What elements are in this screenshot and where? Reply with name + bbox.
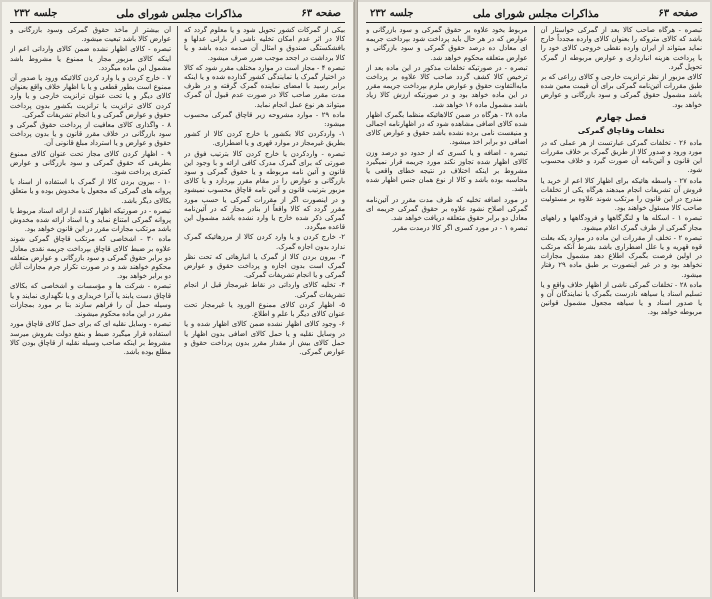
left-page-columns xyxy=(10,26,345,592)
paragraph: ۱- واردکردن کالا بکشور یا خارج کردن کالا از کشور بطریق غیرمجاز در موارد قهری و یا اضطراری. xyxy=(184,130,345,148)
paragraph: ۵- اظهار کردن کالای ممنوع الورود یا غیرمجاز تحت عنوان کالای دیگر با علم و اطلاع. xyxy=(184,300,345,319)
right-page-right-column xyxy=(541,26,703,592)
paragraph: تبصره - هرگاه صاحب کالا بعد از گمرکی خواستار آن باشد که کالای متروکه را بعنوان کالای وارده مجدداً خارج نماید میتواند از ایران وارده نقطی خروجی کالای خود را با پرداخت هزینه انبارداری و عوارض مربوطه از گمرک تحویل گیرد. xyxy=(540,26,702,71)
article: ماده ۲۸ - تخلفات گمرکی ناشی از اظهار خلاف واقع و یا تسلیم اسناد یا سیاهه نادرست بگمرک یا نمایندگان آن و یا صدور اسناد و یا سیاهه مجعول مشمول قوانین مربوطه خواهد بود. xyxy=(540,280,702,317)
right-header-page-number: صفحه ۶۳ xyxy=(658,8,698,19)
right-running-head xyxy=(366,6,702,23)
column-divider xyxy=(177,26,178,592)
paragraph: کالای مزبور از نظر ترانزیت خارجی و کالای زراعی که بر طبق مقررات آئین‌نامه گمرکی برای آن قیمت معین شده باشد مشمول حقوق گمرکی و سود بازرگانی و عوارض خواهد بود. xyxy=(540,73,702,109)
paragraph: تبصره ۲ - تخلف از مقررات این ماده در موارد یکه بعلت قوه قهریه و یا علل اضطراری باشد بشرط آنکه مرتکب در اولین فرصت بگمرک اطلاع دهد مشمول مجازات نخواهد بود و در غیر اینصورت بر طبق ماده ۲۹ رفتار میشود. xyxy=(540,233,702,279)
left-page-left-column xyxy=(10,26,171,592)
column-divider xyxy=(534,26,535,592)
paragraph: تبصره - در صورتیکه اظهار کننده از ارائه اسناد مربوط یا پروانه گمرکی امتناع نماید و یا اسناد ارائه شده مخدوش باشد مرتکب مجازات مقرر در این قانون خواهد بود. xyxy=(10,206,171,234)
article: ماده ۲۶ - تخلفات گمرکی عبارتست از هر عملی که در مورد ورود و صدور کالا از طریق گمرک بر خلاف مقررات این قانون و آئین‌نامه آن صورت گیرد و خلاف محسوب شود. xyxy=(540,138,702,175)
paragraph: بیکی از گمرکات کشور تحویل شود و یا معلوم گردد که کالا در اثر عدم امکان تخلیه ناشی از بارانی عدلها و بافشکستگی صندوق و امثال آن صدمه دیده باشد و یا کالا برداشت در اجحد موجب ضرر صرف میشود. xyxy=(184,26,345,62)
article: ماده ۳۰ - اشخاصی که مرتکب قاچاق گمرکی شوند علاوه بر ضبط کالای قاچاق بپرداخت جریمه نقدی معادل دو برابر حقوق گمرکی و سود بازرگانی و عوارض متعلقه محکوم خواهند شد و در صورت تکرار جرم مجازات آنان دو برابر خواهد بود. xyxy=(10,235,171,281)
right-header-title: مذاکرات مجلس شورای ملی xyxy=(472,8,599,20)
left-page-right-column xyxy=(184,26,345,592)
paragraph: تبصره - وسایل نقلیه ای که برای حمل کالای قاچاق مورد استفاده قرار میگیرد ضبط و بنفع دولت بفروش میرسد مشروط بر اینکه صاحب وسیله نقلیه از قاچاق بودن کالا مطلع بوده باشد. xyxy=(10,320,171,356)
paragraph: ۸ - واگذاری کالای معافیت از پرداخت حقوق گمرکی و سود بازرگانی در خلاف مقرر قانون و یا بدون پرداخت حقوق و عوارض و یا استرداد مبلغ قانونی آن. xyxy=(10,121,171,148)
left-header-title: مذاکرات مجلس شورای ملی xyxy=(116,8,243,20)
paragraph: ۷ - خارج کردن و یا وارد کردن کالائیکه ورود یا صدور آن ممنوع است بطور قطعی و یا با اظهار خلاف واقع بعنوان کالای دیگر و یا تحت عنوان ترانزیت خارجی و یا وارد کردن کالای ترانزیت یا ترانزیت بکشور بدون پرداخت حقوق و عوارض گمرکی و یا انجام تشریفات گمرکی. xyxy=(10,74,171,119)
left-header-session: جلسه ۲۳۲ xyxy=(14,8,58,19)
article: ماده ۲۸ - هرگاه در ضمن کالاهائیکه منظما بگمرک اظهار شده کالای اضافی مشاهده شود که در اظهارنامه اجمالی و منیفست نامی برده نشده باشد حقوق و عوارض کالای اضافی دو برابر اخذ میشود. xyxy=(366,110,528,147)
paragraph: ۹ - اظهار کردن کالای مجاز تحت عنوان کالای ممنوع بطریقی که حقوق گمرکی و سود بازرگانی و عوارض کمتری پرداخت شود. xyxy=(10,149,171,177)
paragraph: ۳- بیرون بردن کالا از گمرک یا انبارهائی که تحت نظر گمرک است بدون اجازه و پرداخت حقوق و عوارض گمرکی و یا انجام تشریفات گمرکی. xyxy=(184,252,345,280)
paragraph: در مورد اضافه تخلیه که ظرف مدت مقرر در آئین‌نامه گمرکی اصلاح نشود علاوه بر حقوق گمرکی جریمه ای معادل دو برابر حقوق متعلقه دریافت خواهد شد. xyxy=(366,195,528,223)
paragraph: آن بیشتر از مأخذ حقوق گمرکی وسود بازرگانی و عوارض کالا باشد تبعیت میشود. xyxy=(10,26,171,44)
paragraph: تبصره ۱ - اسکله ها و لنگرگاهها و فرودگاهها و راههای مجاز گمرکی از طرف گمرک اعلام میشود. xyxy=(540,214,702,232)
article: ماده ۲۹ - موارد مشروحه زیر قاچاق گمرکی محسوب میشود: xyxy=(184,110,345,129)
paragraph: تبصره - شرکت ها و مؤسسات و اشخاصی که بکالای قاچاق دست یابند یا آنرا خریداری و یا نگهداری نمایند و یا وسیله حمل آن را فراهم سازند بنا بر مورد بمجازات مقرر در این ماده محکوم میشوند. xyxy=(10,282,171,319)
article: ماده ۲۷ - واسطه هائیکه برای اظهار کالا اعم از خرید یا فروش آن تشریفات انجام میدهند هرگاه یکی از تخلفات مندرج در این قانون را مرتکب شوند علاوه بر مسئولیت صاحب کالا مسئول خواهند بود. xyxy=(540,176,702,213)
paragraph: تبصره - واردکردن یا خارج کردن کالا بترتیب فوق در صورتی که برای گمرک مدرک کافی ارائه و با وجود این قانون و آئین نامه مربوطه و یا حقوق گمرکی و سود بازرگانی و عوارض را در مقام مقرر بپردازد و یا کالای مزبور بترتیب قانون و آئین نامه قاچاق محسوب نمیشود و در اینصورت اگر از مقررات گمرکی یا حسب مورد مقرر گردد که کالا واقعاً از بنادر مجاز که در آئین‌نامه گمرکی ذکر شده خارج یا وارد نشده باشد مشمول این قاعده میگردد. xyxy=(184,149,345,232)
left-running-head xyxy=(10,6,345,23)
paragraph: ۴- تخلیه کالای وارداتی در نقاط غیرمجاز قبل از انجام تشریفات گمرکی. xyxy=(184,281,345,299)
paragraph: مربوط بخود علاوه بر حقوق گمرکی و سود بازرگانی و عوارض که در هر حال باید پرداخت شود بپرداخت جریمه ای معادل ده درصد حقوق گمرکی و سود بازرگانی و عوارض متعلقه محکوم خواهد شد. xyxy=(366,26,528,62)
right-header-session: جلسه ۲۳۲ xyxy=(370,8,414,19)
left-page xyxy=(2,2,354,597)
left-header-page-number: صفحه ۶۳ xyxy=(301,8,341,19)
paragraph: تبصره - در صورتیکه تخلفات مذکور در این ماده بعد از ترخیص کالا کشف گردد صاحب کالا علاوه بر پرداخت مابه‌التفاوت حقوق و عوارض ملزم بپرداخت جریمه مقرر در این ماده خواهد بود و در صورتیکه ارزش کالا زیاد باشد مشمول ماده ۱۶ خواهد شد. xyxy=(366,63,528,109)
paragraph: تبصره ۱ - در مورد کسری اگر کالا درمدت مقرر xyxy=(392,224,528,233)
chapter-heading: فصل چهارم xyxy=(595,112,647,123)
paragraph: تبصره - اضافه و یا کسری که از حدود دو درصد وزن کالای اظهار شده تجاوز نکند مورد جریمه قرار نمیگیرد مشروط بر اینکه اختلاف در نتیجه خطای واقعی یا محاسبه بوده باشد و کالا از نوع همان جنس اظهار شده باشد. xyxy=(366,148,528,194)
paragraph: تبصره - کالای اظهار نشده ضمن کالای وارداتی اعم از اینکه کالای مزبور مجاز یا ممنوع یا مشروط باشد مشمول این ماده میگردد. xyxy=(10,45,171,72)
right-page-columns xyxy=(366,26,702,592)
paragraph: ۶- وجود کالای اظهار نشده ضمن کالای اظهار شده و یا در وسایل نقلیه و یا حمل کالای اضافی بدون اظهار یا حمل کالای بیش از مقدار مقرر بدون پرداخت حقوق و عوارض گمرکی. xyxy=(184,320,345,356)
right-page-left-column xyxy=(366,26,528,592)
paragraph: ۲- خارج کردن و یا وارد کردن کالا از مرزهائیکه گمرک ندارد بدون اجازه گمرک. xyxy=(184,233,345,251)
paragraph: تبصره ۴ - مجاز است در موارد مختلف مقرر شود که کالا در اختیار گمرک یا نمایندگی کشور گذارده شده و یا اینکه برابر رسید با امضای نماینده گمرک گرفته و در ظرف مدت مقرر صاحب کالا در صورت عدم قبول آن گمرک میتواند هر نوع عمل انجام نماید. xyxy=(184,63,345,109)
right-page xyxy=(358,2,710,597)
paragraph: ۱۰ - بیرون بردن کالا از گمرک با استفاده از اسناد یا پروانه های گمرکی که مجعول یا مخدوش بوده و یا متعلق بکالای دیگر باشد. xyxy=(10,178,171,205)
chapter-subheading: تخلفات وقاچاق گمرکی xyxy=(577,125,665,135)
